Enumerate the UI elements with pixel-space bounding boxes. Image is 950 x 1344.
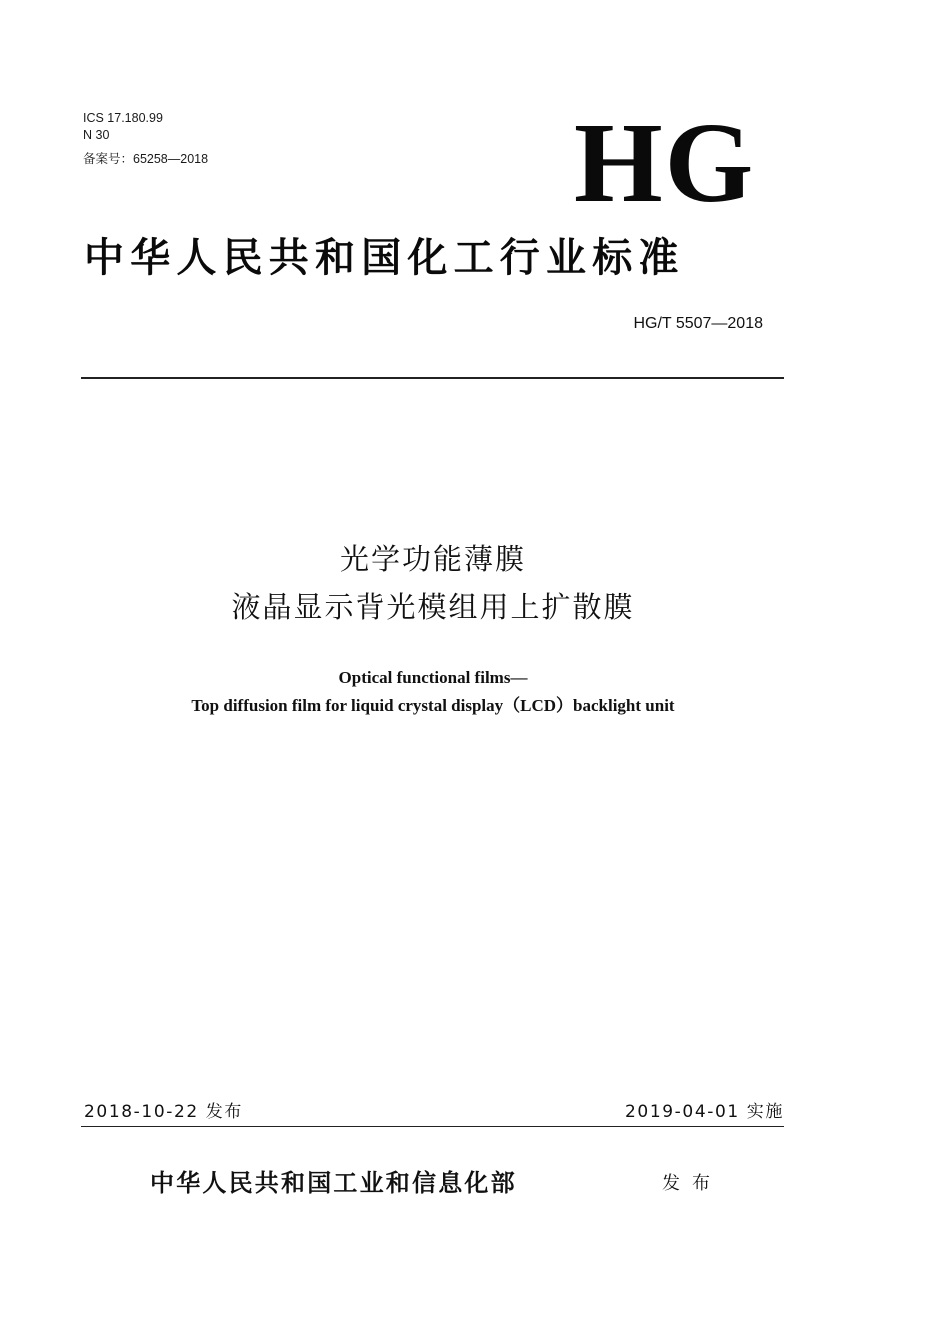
issuing-authority: 中华人民共和国工业和信息化部	[150, 1169, 517, 1197]
ics-code: ICS 17.180.99	[83, 111, 163, 125]
implementation-date: 2019-04-01 实施	[625, 1102, 784, 1122]
footer-divider	[81, 1126, 784, 1127]
standard-number: HG/T 5507—2018	[633, 315, 763, 332]
chinese-title-line-1: 光学功能薄膜	[339, 542, 526, 576]
english-title-line-1: Optical functional films—	[338, 668, 528, 687]
issuing-action: 发布	[662, 1173, 722, 1194]
issue-date: 2018-10-22 发布	[84, 1102, 243, 1122]
ccs-code: N 30	[83, 128, 110, 142]
standard-mark-logo: HG	[574, 99, 756, 226]
standard-category-title: 中华人民共和国化工行业标准	[84, 235, 685, 281]
english-title-line-2: Top diffusion film for liquid crystal display（LCD）backlight unit	[191, 696, 675, 715]
chinese-title-line-2: 液晶显示背光模组用上扩散膜	[231, 590, 635, 624]
filing-number: 备案号：65258—2018	[83, 152, 209, 166]
header-divider	[81, 377, 784, 379]
